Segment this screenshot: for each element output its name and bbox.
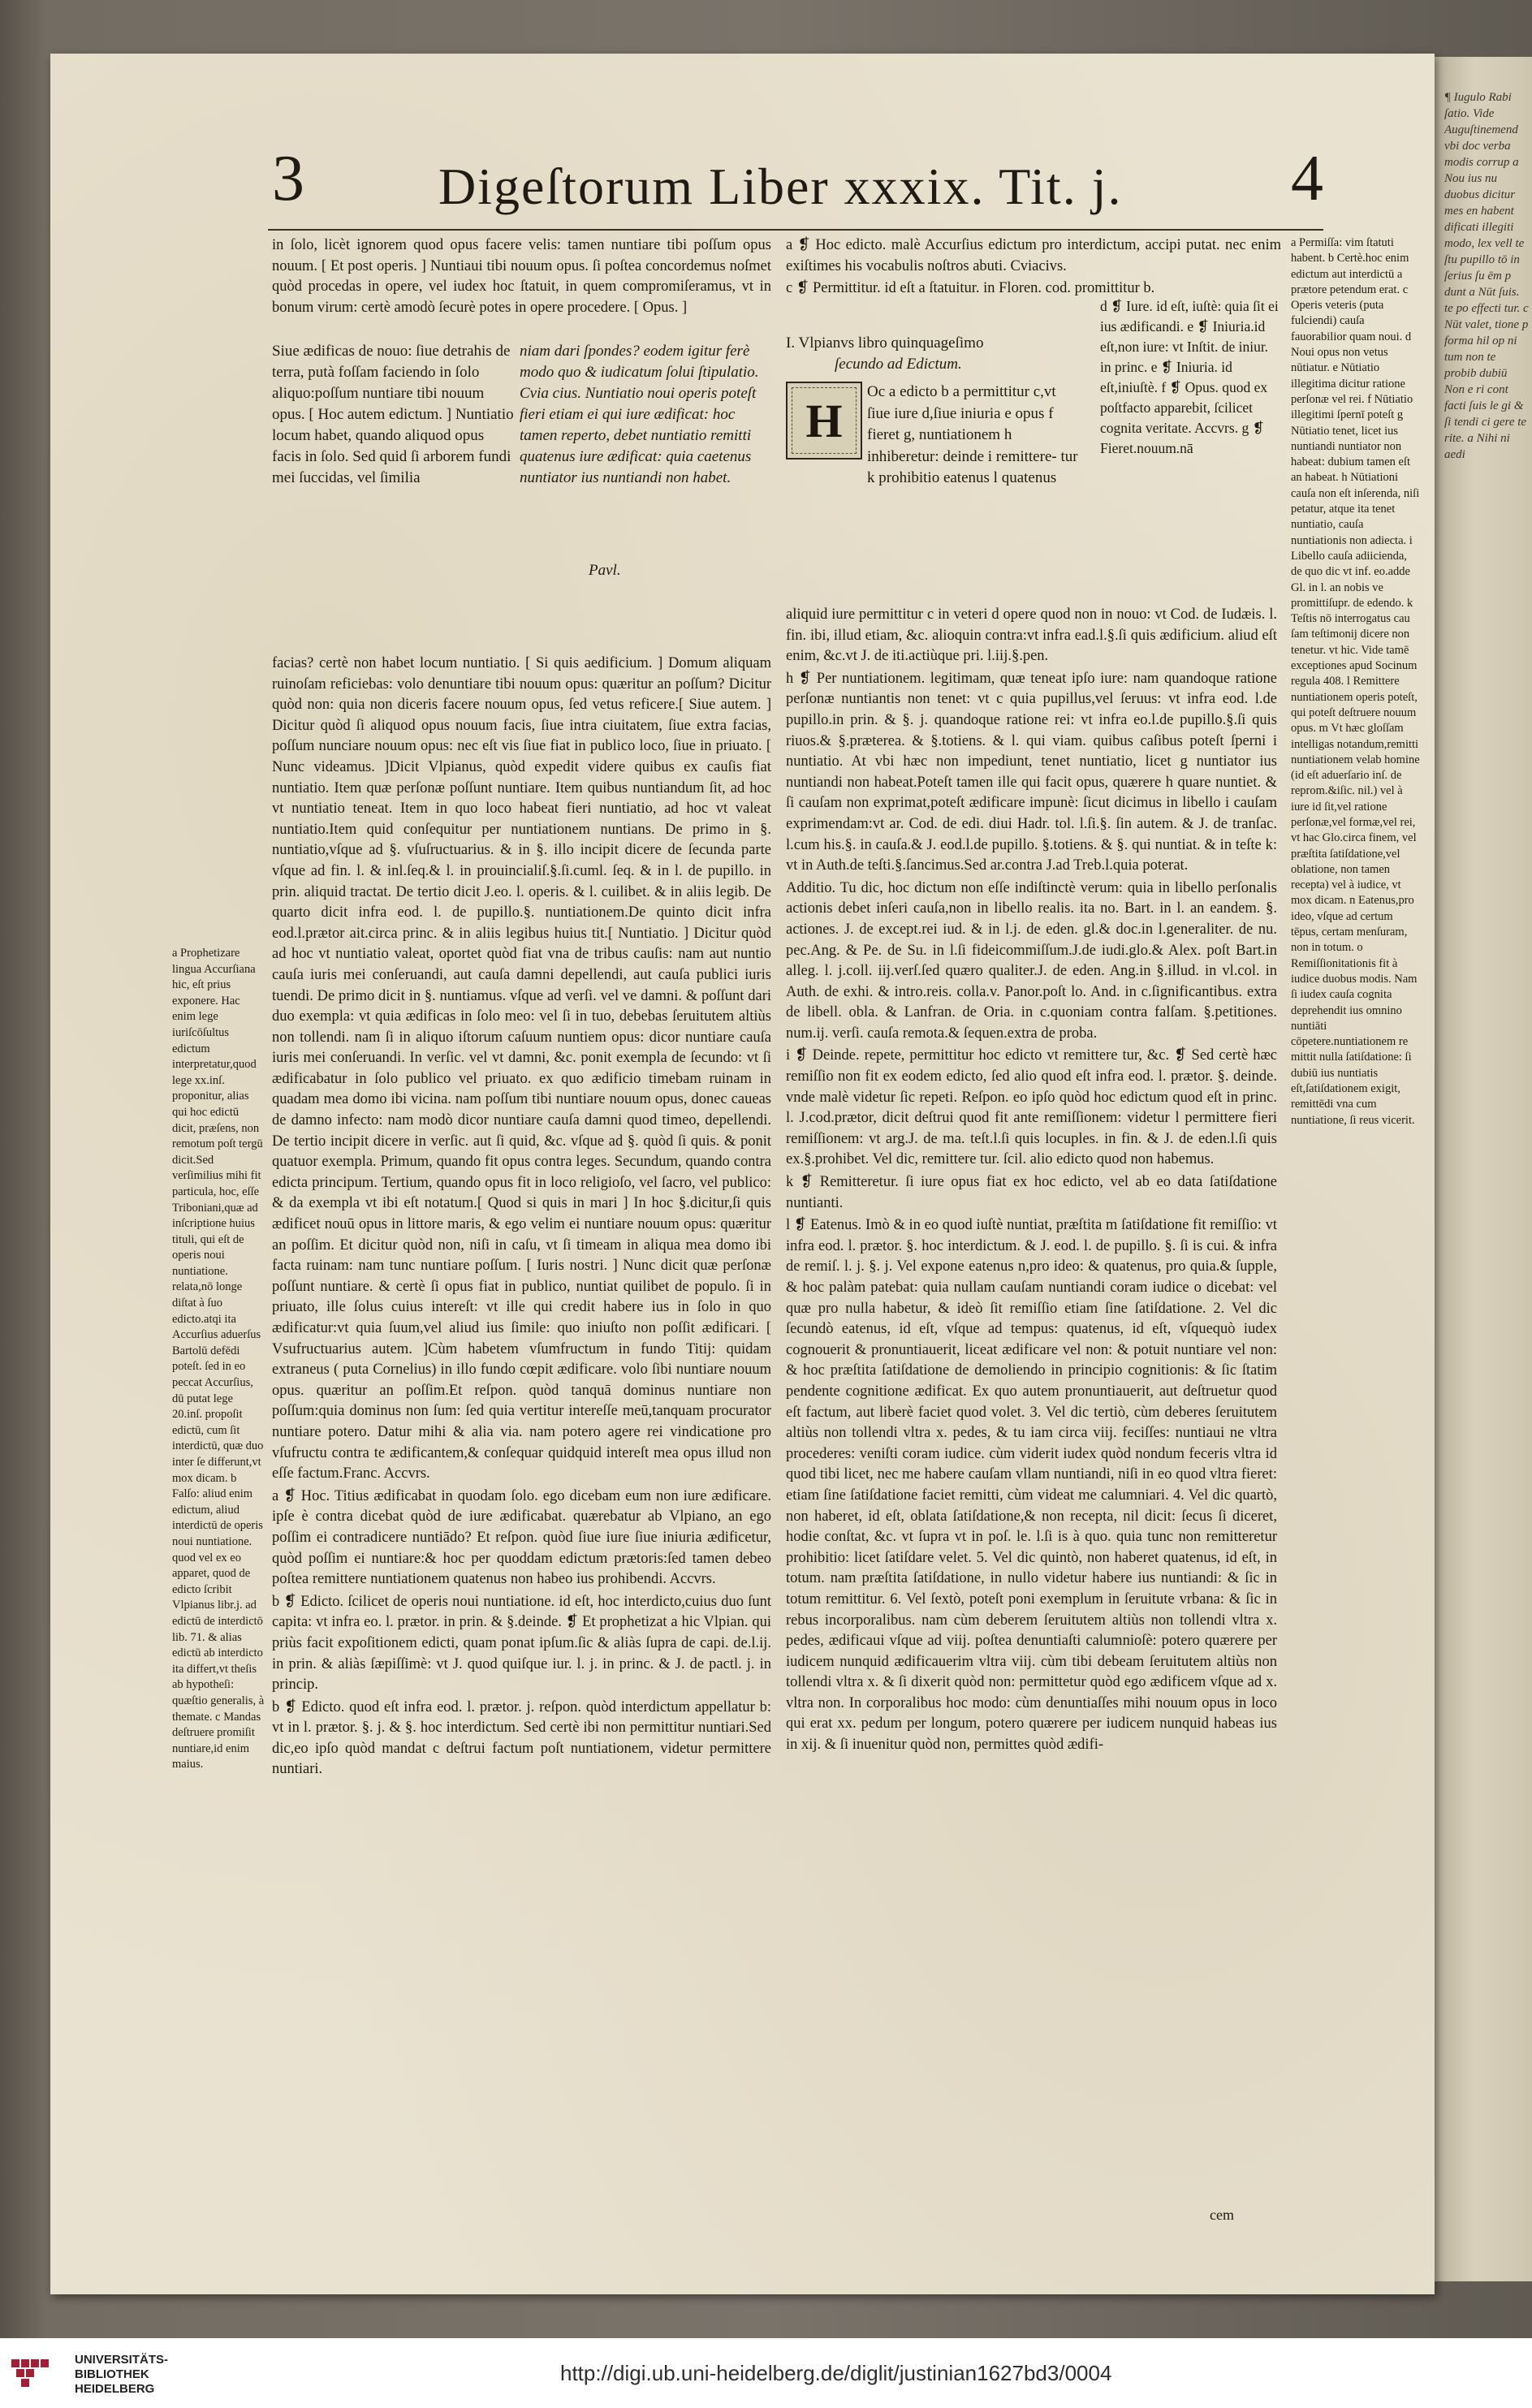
lemma-heading [786,333,1094,375]
folio-number-right: 4 [1291,143,1323,214]
paragraph: b ❡ Edicto. ſcilicet de operis noui nuntiatione. id eſt, hoc interdicto,cuius duo ſunt capita: vt infra eo. l. prætor. in prin. & §.deinde. ❡ Et prophetizat a hic Vlpian. qui priùs facit expoſitionem edicti, quam ponat ipſum.ſic & aliàs ſupra de capi. de.l.ij. in prin. & aliàs ſæpiſſimè: vt J. quod quiſque iur. l. j. in princ. & J. de pactl. j. in princip. [272,1593,771,1694]
paragraph: i ❡ Deinde. repete, permittitur hoc edicto vt remittere tur, &c. ❡ Sed certè hæc remiſſio non fit ex eodem edicto, ſed alio quod eſt infra eod. l. prætor. §. deinde. vnde malè videtur ſic repeti. Reſpon. eo ipſo quòd hoc edictum quod eſt in princ. l. J.cod.prætor, dicit deſtrui quod fit ante remiſſionem: videtur l permittere fieri remiſſionem: vt arg.J. de ma. teſt.l.ſi quis locuples. in fin. & J. de eden.l.ſi quis ex.§.prohibet. Vel dic, remittere tur. ſcil. alio edicto quod non habemus. [786,1047,1277,1168]
left-margin-notes: a Prophetizare lingua Accurſiana hic, eſt prius exponere. Hac enim lege iuriſcōſultus edictum interpretatur,quod lege xx.inſ. proponitur, alias qui hoc edictū dicit, præſens, non remotum poſt tergū dicit.Sed verſimilius mihi fit particula, hoc, eſſe Triboniani,quæ ad inſcriptione huius tituli, qui eſt de operis noui nuntiatione. relata,nō longe diſtat à ſuo edicto.atqi ita Accurſius aduerſus Bartolū defēdi poteſt. ſed in eo peccat Accurſius, dū putat lege 20.inſ. propoſit edictū, cum ſit interdictū, quæ duo inter ſe differunt,vt mox dicam. b Falſo: aliud enim edictum, aliud interdictū de operis noui nuntiatione. quod vel ex eo apparet, quod de edicto ſcribit Vlpianus libr.j. ad edictū de interdictō lib. 71. & alias edictū ab interdicto ita differt,vt theſis ab hypotheſi: quæſtio generalis, à themate. c Mandas deſtruere promiſit nuntiare,id enim maius. [172,947,265,1771]
library-name: UNIVERSITÄTS- BIBLIOTHEK HEIDELBERG [75,2353,169,2396]
paragraph: c ❡ Permittitur. id eſt a ſtatuitur. in Floren. cod. promittitur b. [786,280,1155,297]
paragraph: facias? certè non habet locum nuntiatio. [ Si quis aedificium. ] Domum aliquam ruinoſam reficiebas: volo denuntiare tibi nouum opus: quæritur an poſſum? Dicitur quòd non: quia non diceris facere nouum opus, ſed vetus reficere.[ Siue autem. ] Dicitur quòd ſi aliquod opus nouum facis, ſiue intra ciuitatem, ſiue extra facias, poſſum nunciare nouum opus: nec eſt vis ſiue fiat in publico loco, ſiue in priuato. [ Nunc videamus. ]Dicit Vlpianus, quòd expedit videre quibus ex cauſis fiat nuntiatio. Item quæ perſonæ poſſunt nuntiare. Item quibus nuntiandum ſit, ad hoc vt nuntiatio teneat. Item in quo loco habeat fieri nuntiatio, ad hoc vt valeat nuntiatio.Item quid conſequitur per nuntiationem nuntians. De primo in §. nuntiatio,vſque ad §. vſuſructuarius. & in §. illo incipit dicere de ſecunda parte vſque ad fin. l. & inl.ſeq.& l. in prouincialiſ.§.ſi.cuml. ſeq. & in l. de pupillo. in prin. aliquid tractat. De tertio dicit J.eo. l. operis. & l. cuilibet. & in aliis legib. De quarto dicit infra eod. l. de pupillo.§. nuntiationem.De quinto dicit infra eod.l.prætor ait.circa princ. & in aliis legibus huius tit.[ Nuntiatio. ] Dicitur quòd ad hoc vt nuntiatio valeat, oportet quòd fiat vna de tribus cauſis: nam aut nuntio cauſa iuris mei conſeruandi, aut cauſa damni depellendi, aut cauſa publici iuris tuendi. De primo dicit in §. nuntiamus. vſque ad verſi. vel ve damni. & poſſunt dari duo exempla: vt quia ædificas in ſolo meo: vel ſi in tuo, debebas ſeruitutem altiùs non tollendi. nam ſi in aliquo iſtorum caſuum nuntiem opus: dicor nuntiare cauſa iuris mei conſeruandi. In verſic. vel vt damni, &c. ponit exempla de ſecundo: vt ſi ædificabatur in ſolo publico vel priuato. ex quo ædificio timebam ruinam in quadam mea domo ibi vicina. nam poſſum tibi nuntiare nouum opus, donec caueas de damno infecto: nam modò dicor nuntiare cauſa damni quod timeo, depellendi. De tertio incipit dicere in verſic. aut ſi quid, &c. vſque ad §. quòd ſi quis. & ponit quatuor exempla. Primum, quando fit opus contra leges. Secundum, quando contra edicta principum. Tertium, quando opus fit in loco religioſo, vel ſacro, vel publico: & da exempla vt ibi eſt notatum.[ Quod si quis in mari ] In hoc §.dicitur,ſi quis ædificet nouū opus in littore maris, & ego velim ei nuntiare nouum opus: quæritur an poſſim. Et dicitur quòd non, niſi in caſu, vt ſi timeam in aliqua mea domo ibi facta ruinam: nam tunc nuntiare poſſum. [ Iuris nostri. ] Nunc dicit quæ perſonæ poſſunt nuntiare. & certè ſi opus fiat in publico, nuntiat quilibet de populo. ſi in priuato, ille ſolus cuius intereſt: vt ille qui credit habere ius in ſolo in quo ædificatur:vt quia ſuum,vel aliud ius ſimile: quo iniuſto non poſſit ædificari. [ Vsufructuarius autem. ]Cùm habetem vſumfructum in fundo Titij: quidam extraneus ( puta Cornelius) in illo fundo cœpit ædificare. volo ſibi nuntiare nouum opus. quæritur an poſſim.Et reſpon. quòd tanquā dominus nuntiare non poſſum:quia dominus non ſum: ſed quia vertitur intereſſe meū,tanquam procurator nuntiare potero. Datur mihi & alia via. nam potero agere rei vindicatione pro vſufructu contra te ædificantem,& conſequar quidquid intereſt mea opus illud non eſſe factum.Franc. Accvrs. [272,655,771,1482]
running-title: Digeſtorum Liber xxxix. Tit. j. [438,158,1123,215]
folio-number-left: 3 [272,143,304,214]
paragraph: k ❡ Remitteretur. ſi iure opus fiat ex hoc edicto, vel ab eo data ſatiſdatione nuntianti. [786,1174,1277,1211]
right-column-body [786,605,1277,2249]
paragraph: l ❡ Eatenus. Imò & in eo quod iuſtè nuntiat, præſtita m ſatiſdatione fit remiſſio: vt infra eod. l. prætor. §. hoc interdictum. & J. eod. l. de pupillo. §. ſi is cui. & infra de remiſ. l. j. §. j. Vel expone eatenus n,pro ideo: & quatenus, pro quia.& ſupple, & hoc palàm patebat: quia nullam cauſam nuntiandi coram iudice o dicebat: vel quæ pro nulla habetur, & ideò ſit remiſſio etiam ſine ſatiſdatione. 2. Vel dic ſecundò eatenus, id eſt, vſque ad tempus: quatenus, id eſt, vſquequò iudex cognouerit & pronuntiauerit, liceat ædificare vel non: & potuit nuntiare vel non: & hoc præſtita ſatiſdatione de demoliendo in principio cognitionis: & ſic ſtatim pendente cognitione ædificat. Ex quo autem pronuntiauerit, aut deſtruetur quod eſt factum, aut liberè faciet quod volet. 3. Vel dic tertiò, cùm deberes ſeruitutem altiùs non tollendi vltra x. pedes, & tu iam circa viij. feciſſes: nuntiaui ne vltra procederes: veniſti coram iudice. cùm viderit iudex quòd nondum feceris vltra id quod tibi licet, nec me habere cauſam vllam nuntiandi, niſi in eo quod vltra fieret: etiam ſine ſatiſdatione faciet remitti, cùm videat me calumniari. 4. Vel dic quartò, non haberet, id eſt, oblata ſatiſdatione,& non recepta, nil dicit: ſecus ſi diceret, hodie conſtat, &c. vt ſupra vt in poſ. le. l.ſi is à quo. quia tunc non remitteretur prohibitio: licet ſatiſdare velet. 5. Vel dic quintò, non haberet quatenus, id eſt, in totum. nam præſtita ſatiſdatione, in nullo videtur habere ius nuntiandi: & ſic in totum remittitur. 6. Vel ſextò, poteſt poni exemplum in ſeruitute vrbana: & ſic in rebus incorporalibus. nam cùm deberem ſeruitutem altiùs non tollendi vltra x. pedes, ædificaui vſque ad viij. poſtea denuntiaſti calumnioſè: potero quærere per iudicem nunquid ædificauerim vltra viij. cùm tibi debeam ſeruitutem altiùs non tollendi vltra x. & ſi dixerit quòd non: permittetur quòd ego ædificem vſque ad x. vltra non. In corporalibus hoc modo: cùm denuntiaſſes mihi nouum opus in loco qui erat xx. pedum per longum, potero quærere per iudicem nunquid habeas ius in xij. & ſi inuenitur quòd non, permittes quòd ædifi- [786,1217,1277,1754]
paragraph: h ❡ Per nuntiationem. legitimam, quæ teneat ipſo iure: nam quandoque ratione perſonæ nuntiantis non tenet: vt c quia pupillus,vel ſeruus: vt infra eod. l.de pupillo.in prin. & §. j. quandoque ratione rei: vt infra eo.l.de pupillo.§.ſi quis riuos.& §.præterea. & §.totiens. & l. qui viam. quibus caſibus poteſt ſperni i nuntiatio. At vbi hæc non impediunt, tenet nuntiatio, licet g nuntiator ius nuntiandi non habeat.Poteſt tamen ille qui facit opus, quærere h quare nuntiet. & ſi cauſam non exprimat,poteſt ædificare impunè: ſicut dicimus in libello i cauſam exprimendam:vt ar. Cod. de edi. diui Hadr. tol. l.ſi.§. ſin autem. & J. de tranſac. l.cum his.§. in cauſa.& J. eod.l.de pupillo. §.totiens. & §. qui nuntiat. & in teſte k: vt in Auth.de teſti.§.ſancimus.Sed ar.contra J.ad Treb.l.quia poterat. [786,670,1277,874]
page-url-link[interactable]: http://digi.ub.uni-heidelberg.de/diglit/justinian1627bd3/0004 [560,2361,1112,2385]
paragraph: aliquid iure permittitur c in veteri d opere quod non in nouo: vt Cod. de Iudæis. l. fin. ibi, illud etiam, &c. alioquin contra:vt infra ead.l.§.ſi quis ædificium. aliud eſt enim, &c.vt J. de iti.actiùque pri. l.iij.§.pen. [786,606,1277,665]
lemma-notes: d ❡ Iure. id eſt, iuſtè: quia ſit ei ius ædificandi. e ❡ Iniuria.id eſt,non iure: vt Inſtit. de iniur. in princ. e ❡ Iniuria. id eſt,iniuſtè. f ❡ Opus. quod ex poſtfacto apparebit, ſcilicet cognita veritate. Accvrs. g ❡ Fieret.nouum.nā [1100,298,1279,456]
gloss-inset-left: Siue ædificas de nouo: ſiue detrahis de terra, putà foſſam faciendo in ſolo aliquo:poſſum nuntiare tibi nouum opus. [ Hoc autem edictum. ] Nuntiatio locum habet, quando aliquod opus facis in ſolo. Sed quid ſi arborem fundi mei ſuccidas, vel ſimilia [272,343,514,486]
library-logo-icon [10,2353,67,2398]
text-inset-right: niam dari ſpondes? eodem igitur ferè modo quo & iudicatum ſolui ſtipulatio. Cvia cius. Nuntiatio noui operis poteſt fieri etiam ei qui iure ædificat: hoc tamen reperto, debet nuntiatio remitti quatenus iure ædificat: quia caetenus nuntiator ius nuntiandi non habet. [520,343,759,486]
header-rule [268,229,1323,231]
facing-page-edge [1435,57,1532,2281]
left-column-top [272,235,771,341]
lemma-author: I. Vlpianvs libro quinquageſimo [786,334,984,352]
paragraph: Additio. Tu dic, hoc dictum non eſſe indiſtinctè verum: quia in libello perſonalis actionis debet inſeri cauſa,non in libello realis. ita no. Bart. in l. an eandem. §. actiones. J. de except.rei iud. & in l.j. de eden. gl.& doc.in l.generaliter. de nu. pec.Ang. & Pe. de Su. in l.ſi fideicommiſſum.J.de iudi.glo.& Alex. poſt Bart.in alleg. l. j.coll. iij.verſ.ſed quæro qualiter.J. de eden. Ang.in §.illud. in vl.col. in Auth. de exhi. & intro.reis. colla.v. Panor.poſt lo. And. in c.ſignificantibus. extra de libell. obla. & Lanfran. de Oria. in c.quoniam contra falſam. §.petitiones. num.ij. verſi. cauſa remota.& ſequen.extra de proba. [786,879,1277,1042]
footer-bar [0,2338,1532,2408]
page-header [219,142,1323,223]
catchword: cem [1210,2207,1234,2223]
decorated-initial: H [786,382,862,460]
paragraph: a ❡ Hoc edicto. malè Accurſius edictum pro interdictum, accipi putat. nec enim exiſtimes his vocabulis noſtros abuti. Cviacivs. [786,237,1281,274]
lemma-text: Oc a edicto b a permittitur c,vt ſiue iure d,ſiue iniuria e opus f fieret g, nuntiationem h inhiberetur: deinde i remittere- tur k prohibitio eatenus l quatenus [867,383,1078,486]
paragraph: b ❡ Edicto. quod eſt infra eod. l. prætor. j. reſpon. quòd interdictum appellatur b: vt in l. prætor. §. j. & §. hoc interdictum. Sed certè ibi non permittitur nuntiari.Sed dic,eo ipſo quòd mandat c deſtrui factum poſt nuntiationem, videtur permittere nuntiari. [272,1698,771,1778]
paragraph: in ſolo, licèt ignorem quod opus facere velis: tamen nuntiare tibi poſſum opus nouum. [ Et post operis. ] Nuntiaui tibi nouum opus. ſi poſtea concordemus noſmet quòd procedas in opere, vel iudex hoc ſtatuit, in quem compromiſeramus, vt in bonum virum: certè amodò ſecurè potes in opere procedere. [ Opus. ] [272,237,771,316]
left-column-body [272,654,771,2249]
paragraph: a ❡ Hoc. Titius ædificabat in quodam ſolo. ego dicebam eum non iure ædificare. ipſe è contra dicebat quòd de iure ædificabat. quærebatur ab Vlpiano, an ego poſſim ei contradicere nuntiādo? Et reſpon. quòd ſiue iure ſiue iniuria ædificetur, quòd poſſim ei nuntiare:& hoc per quoddam edictum prætoris:ſed tamen debeo poſtea remittere nuntiationem quatenus non habeo ius prohibendi. Accvrs. [272,1487,771,1588]
right-margin-notes: a Permiſſa: vim ſtatuti habent. b Certè.hoc enim edictum aut interdictū a prætore petendum erat. c Operis veteris (puta fulciendi) cauſa fauorabilior quam noui. d Noui opus non vetus nūtiatur. e Nūtiatio illegitima dicitur ratione perſonæ vel rei. f Nūtiatio illegitimi ſpernī poteſt g Nūtiatio tenet, licet ius nuntiandi nuntiator non habeat: dubium tamen eſt an habeat. h Nūtiationi cauſa non eſt inſerenda, niſi petatur, atque ita tenet nuntiatio, cauſa nuntiationis non adiecta. i Libello cauſa adiicienda, de quo dic vt inf. eo.adde Gl. in l. an nobis ve promittiſupr. de edendo. k Teſtis nō interrogatus cau ſam teſtimonij dicere non tenetur. vt hic. Vide tamē exceptiones apud Socinum regula 408. l Remittere nuntiationem operis poteſt, qui poteſt deſtruere nouum opus. m Vt hæc gloſſam intelligas notandum,remitti nuntiationem velab homine (id eſt aduerſario inſ. de reprom.&iſic. nil.) vel à iure id ſit,vel ratione perſonæ,vel formæ,vel rei, vt hac Glo.circa finem, vel præſtita ſatiſdatione,vel oblatione, non tamen recepta) vel à iudice, vt mox dicam. n Eatenus,pro ideo, vſque ad certum tēpus, certam menſuram, non in totum. o Remiſſionitationis fit à iudice duobus modis. Nam ſi iudex cauſa cognita deprehendit ius omnino nuntiāti cōpetere.nuntiationem re mittit nulla ſatiſdatione: ſi dubiū ius nuntiatis eſt,ſatiſdationem exigit, remittēdi vna cum nuntiatione, ſi reus vicerit. [1291,236,1420,1127]
facing-page-text: ¶ Iugulo Rabi ſatio. Vide Auguſtinemend vbi doc verba modis corrup a Nou ius nu duobus dicitur mes en habent dificati illegiti modo, lex vell te ſtu pupillo tō in ſerius ſu ēm p dunt a Nūt ſuis. te po effecti tur. c Nūt valet, tione p forma hil op ni tum non te probib dubiū Non e ri cont facti ſuis le gi & ſi tendi ci gere te rite. a Nihi ni aedi [1444,91,1529,461]
lemma-work: ſecundo ad Edictum. [835,356,962,373]
author-paulus: Pavl. [589,562,621,579]
